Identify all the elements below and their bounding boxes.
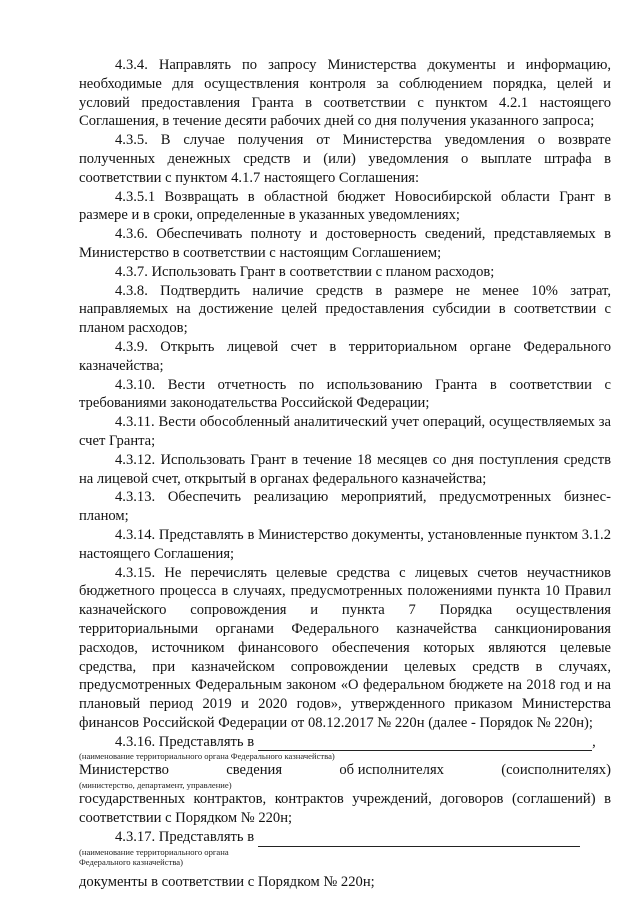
treasury-body-caption-2a: (наименование территориального органа <box>79 846 229 857</box>
ministry-info-row <box>79 761 611 780</box>
treasury-body-blank-line-2 <box>258 831 580 847</box>
ministry-word: Министерство <box>79 762 169 779</box>
paragraph-4-3-16-comma: , <box>592 733 596 750</box>
paragraph-4-3-16-tail: государственных контрактов, контрактов учреждений, договоров (соглашений) в соответствии с Порядком № 220н; <box>79 791 611 827</box>
treasury-body-caption: (наименование территориального органа Федерального казначейства) <box>79 751 335 762</box>
paragraph-4-3-7: 4.3.7. Использовать Грант в соответствии с планом расходов; <box>115 263 495 280</box>
paragraph-4-3-4: 4.3.4. Направлять по запросу Министерства документы и информацию, необходимые для осуществления контроля за соблюдением порядка, целей и условий предоставления Гранта в соответствии с пунктом 4.2.1 настоящего Соглашения, в течение десяти рабочих дней со дня получения указанного запроса; <box>79 57 611 130</box>
paragraph-4-3-14: 4.3.14. Представлять в Министерство документы, установленные пунктом 3.1.2 настоящего Соглашения; <box>79 526 611 562</box>
paragraph-4-3-16-lead-row <box>79 733 611 752</box>
paragraph-4-3-8: 4.3.8. Подтвердить наличие средств в размере не менее 10% затрат, направляемых на достижение целей предоставления субсидии в соответствии с планом расходов; <box>79 282 611 337</box>
paragraph-4-3-17-lead-row <box>79 828 611 847</box>
treasury-body-caption-2b: Федерального казначейства) <box>79 856 183 867</box>
co-executors-word: (соисполнителях) <box>501 762 611 779</box>
paragraph-4-3-12: 4.3.12. Использовать Грант в течение 18 месяцев со дня поступления средств на лицевой счет, открытый в органах федерального казначейства; <box>79 451 611 487</box>
paragraph-4-3-17-tail: документы в соответствии с Порядком № 220н; <box>79 873 375 890</box>
paragraph-4-3-16-lead: 4.3.16. Представлять в <box>115 733 255 750</box>
treasury-body-blank-line <box>258 735 592 751</box>
paragraph-4-3-11: 4.3.11. Вести обособленный аналитический учет операций, осуществляемых за счет Гранта; <box>79 414 611 449</box>
paragraph-4-3-17-lead: 4.3.17. Представлять в <box>115 828 255 845</box>
paragraph-4-3-10: 4.3.10. Вести отчетность по использованию Гранта в соответствии с требованиями законодательства Российской Федерации; <box>79 376 611 412</box>
executors-word: об исполнителях <box>339 762 444 779</box>
paragraph-4-3-9: 4.3.9. Открыть лицевой счет в территориальном органе Федерального казначейства; <box>79 338 611 374</box>
document-page <box>79 56 611 891</box>
info-word: сведения <box>226 762 283 779</box>
paragraph-4-3-5: 4.3.5. В случае получения от Министерства уведомления о возврате полученных денежных средств и (или) уведомления о выплате штрафа в соответствии с пунктом 4.1.7 настоящего Соглашения: <box>79 132 611 186</box>
ministry-caption: (министерство, департамент, управление) <box>79 780 232 791</box>
paragraph-4-3-15: 4.3.15. Не перечислять целевые средства с лицевых счетов неучастников бюджетного процесса в случаях, предусмотренных положениями пункта 10 Правил казначейского сопровождения и пункта 7 Порядка осуществления территориальными органами Федерального казначейства санкционирования расходов, источником финансового обеспечения которых являются целевые средства, при казначейском сопровождении целевых средств в случаях, предусмотренных Федеральным законом «О федеральном бюджете на 2018 год и на плановый период 2019 и 2020 годов», утвержденного приказом Министерства финансов Российской Федерации от 08.12.2017 № 220н (далее - Порядок № 220н); <box>79 564 611 731</box>
paragraph-4-3-5-1: 4.3.5.1 Возвращать в областной бюджет Новосибирской области Грант в размере и в сроки, определенные в указанных уведомлениях; <box>79 188 611 224</box>
paragraph-4-3-6: 4.3.6. Обеспечивать полноту и достоверность сведений, представляемых в Министерство в соответствии с настоящим Соглашением; <box>79 226 611 261</box>
paragraph-4-3-13: 4.3.13. Обеспечить реализацию мероприятий, предусмотренных бизнес-планом; <box>79 489 611 525</box>
